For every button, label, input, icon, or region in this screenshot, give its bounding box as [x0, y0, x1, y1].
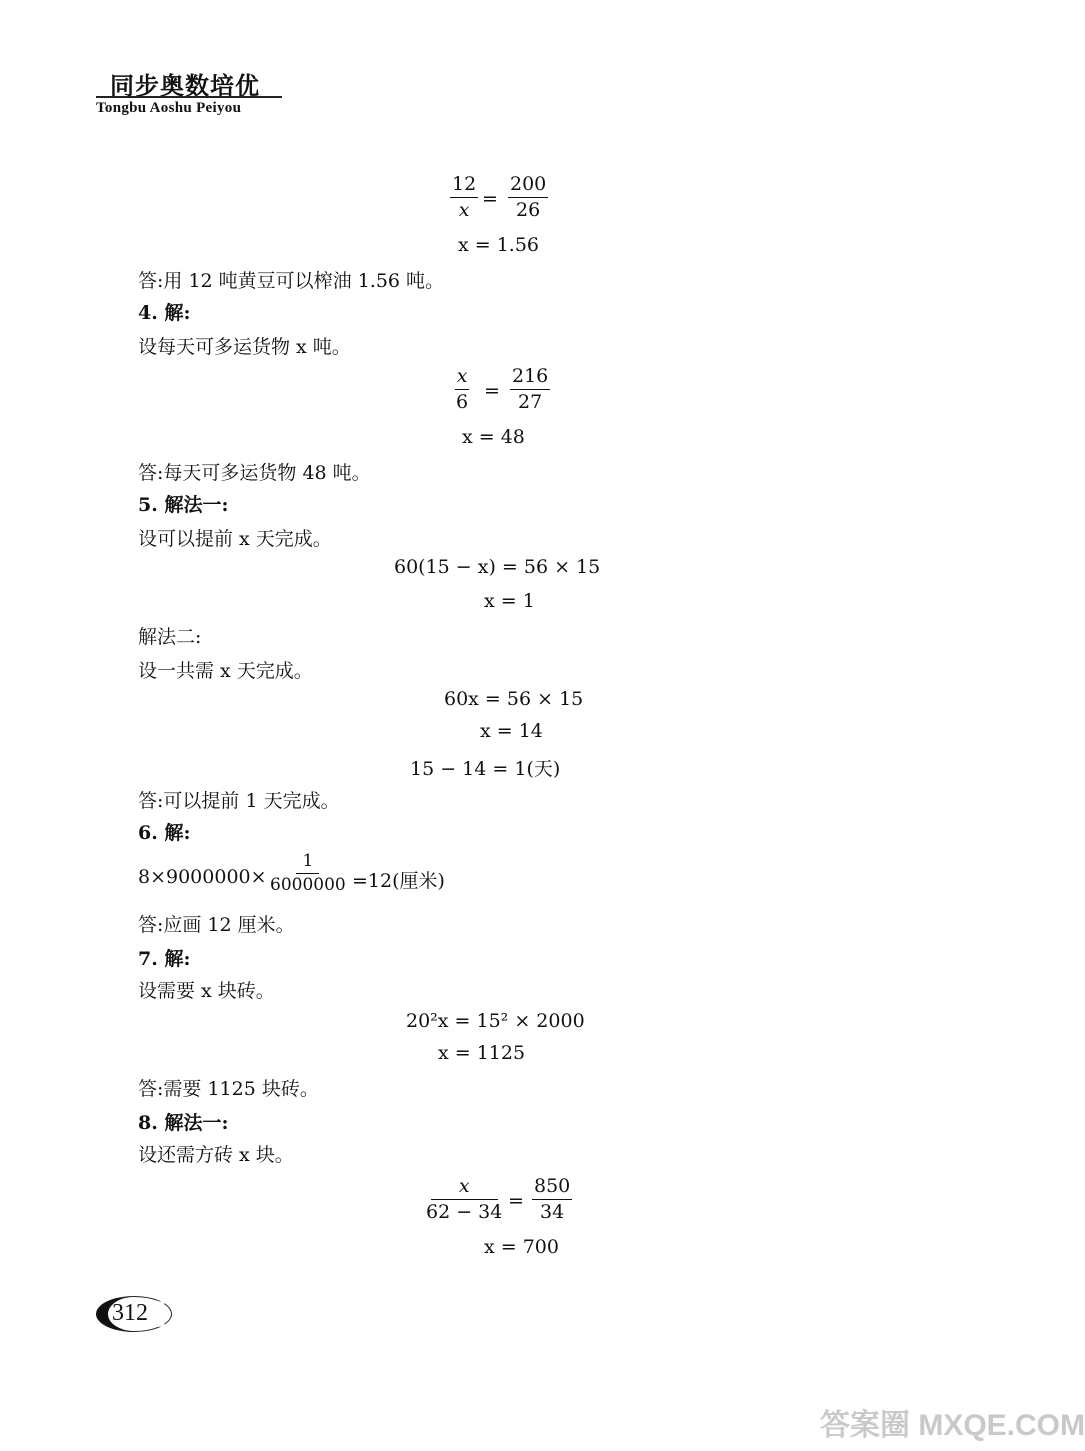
p5-label: 5. 解法一:	[138, 494, 229, 516]
p3-solution: x = 1.56	[458, 234, 540, 256]
p5-eq1: 60(15 − x) = 56 × 15	[394, 556, 601, 578]
p3-frac-left-den: x	[458, 198, 470, 221]
p8-frac-left-den: 62 − 34	[426, 1200, 503, 1223]
page-number: 312	[112, 1300, 148, 1326]
p7-sol: x = 1125	[438, 1042, 526, 1064]
watermark-logo: 答案圈 MXQE.COM	[820, 1409, 1085, 1442]
p6-expr-right: =12(厘米)	[352, 870, 445, 892]
p3-frac-left	[450, 174, 478, 221]
p4-solution: x = 48	[462, 426, 525, 448]
p4-answer: 答:每天可多运货物 48 吨。	[138, 462, 371, 484]
p8-frac-left-num: x	[431, 1176, 498, 1200]
p4-frac-right-den: 27	[518, 390, 543, 413]
p5-answer: 答:可以提前 1 天完成。	[138, 790, 340, 812]
p5-eq3: 15 − 14 = 1(天)	[410, 758, 561, 780]
p4-label: 4. 解:	[138, 302, 191, 324]
p6-answer: 答:应画 12 厘米。	[138, 914, 295, 936]
p4-frac-left-den: 6	[456, 390, 469, 413]
p4-frac-left	[454, 366, 470, 413]
p3-answer: 答:用 12 吨黄豆可以榨油 1.56 吨。	[138, 270, 445, 292]
p6-frac-num: 1	[296, 852, 319, 874]
p8-setup: 设还需方砖 x 块。	[138, 1144, 294, 1166]
p8-frac-right	[532, 1176, 572, 1223]
p3-frac-right	[508, 174, 548, 221]
p5-eq2: 60x = 56 × 15	[444, 688, 584, 710]
header-title-en: Tongbu Aoshu Peiyou	[96, 100, 242, 116]
p5-sol2: x = 14	[480, 720, 543, 742]
p8-eq-sign: =	[508, 1190, 524, 1212]
p4-eq-sign: =	[484, 380, 500, 402]
p7-label: 7. 解:	[138, 948, 191, 970]
p4-frac-right-num: 216	[510, 366, 550, 390]
p5-label2: 解法二:	[138, 626, 202, 648]
p6-frac-den: 6000000	[270, 874, 346, 895]
p4-frac-right	[510, 366, 550, 413]
p3-frac-right-den: 26	[516, 198, 541, 221]
p8-frac-right-num: 850	[532, 1176, 572, 1200]
p6-label: 6. 解:	[138, 822, 191, 844]
p3-eq-sign: =	[482, 188, 498, 210]
p4-frac-left-num: x	[455, 366, 470, 390]
p8-frac-right-den: 34	[540, 1200, 565, 1223]
p8-label: 8. 解法一:	[138, 1112, 229, 1134]
p6-frac	[268, 852, 348, 894]
header-title-cn: 同步奥数培优	[110, 71, 260, 100]
p6-expr-left: 8×9000000×	[138, 866, 267, 888]
header-divider	[96, 96, 282, 98]
p4-setup: 设每天可多运货物 x 吨。	[138, 336, 351, 358]
p7-answer: 答:需要 1125 块砖。	[138, 1078, 319, 1100]
p8-solution: x = 700	[484, 1236, 559, 1258]
p5-setup2: 设一共需 x 天完成。	[138, 660, 313, 682]
p8-frac-left	[424, 1176, 504, 1223]
p5-setup1: 设可以提前 x 天完成。	[138, 528, 332, 550]
p7-setup: 设需要 x 块砖。	[138, 980, 275, 1002]
p5-sol1: x = 1	[484, 590, 535, 612]
p7-eq1: 20²x = 15² × 2000	[406, 1010, 585, 1032]
p3-frac-left-num: 12	[450, 174, 478, 198]
p3-frac-right-num: 200	[508, 174, 548, 198]
